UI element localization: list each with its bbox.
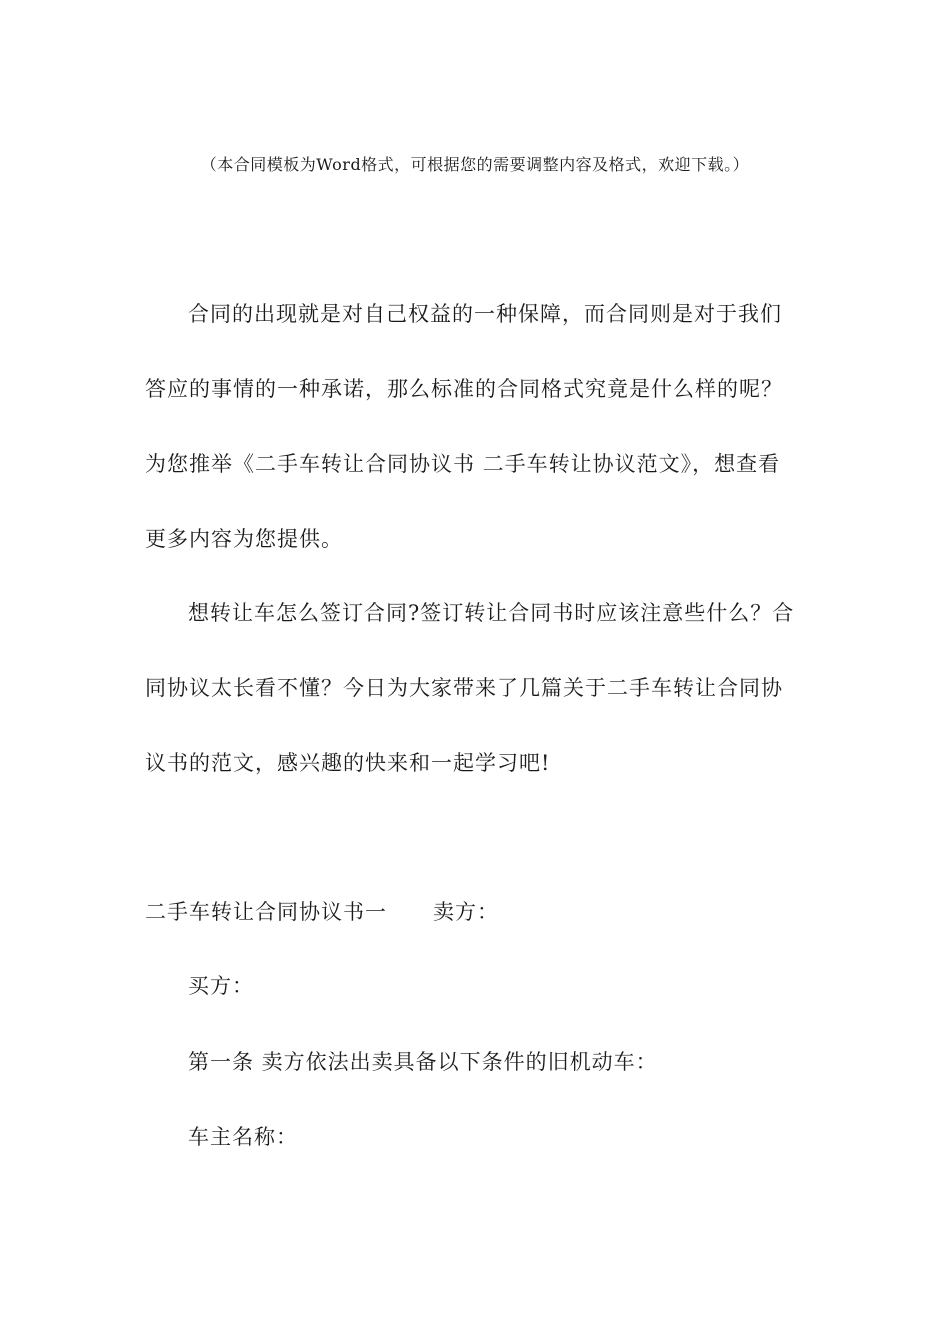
article-1: 第一条 卖方依法出卖具备以下条件的旧机动车： (188, 1050, 658, 1074)
intro-paragraph-2-line-2: 同协议太长看不懂？今日为大家带来了几篇关于二手车转让合同协 (145, 676, 783, 700)
intro-paragraph-1-line-3: 为您推举《二手车转让合同协议书 二手车转让协议范文》，想查看 (145, 452, 781, 476)
contract-title: 二手车转让合同协议书一 (145, 900, 387, 924)
intro-paragraph-1-line-1: 合同的出现就是对自己权益的一种保障，而合同则是对于我们 (188, 302, 782, 326)
intro-paragraph-2-line-3: 议书的范文，感兴趣的快来和一起学习吧! (145, 751, 551, 775)
buyer-label: 买方： (188, 974, 254, 998)
template-note: （本合同模板为Word格式，可根据您的需要调整内容及格式，欢迎下载。） (200, 155, 750, 174)
intro-paragraph-1-line-4: 更多内容为您提供。 (145, 527, 343, 551)
contract-heading (145, 896, 499, 926)
owner-name-label: 车主名称： (188, 1125, 298, 1149)
seller-label: 卖方： (433, 900, 499, 924)
intro-paragraph-2-line-1: 想转让车怎么签订合同?签订转让合同书时应该注意些什么？合 (188, 601, 795, 625)
intro-paragraph-1-line-2: 答应的事情的一种承诺，那么标准的合同格式究竟是什么样的呢？ (145, 377, 783, 401)
